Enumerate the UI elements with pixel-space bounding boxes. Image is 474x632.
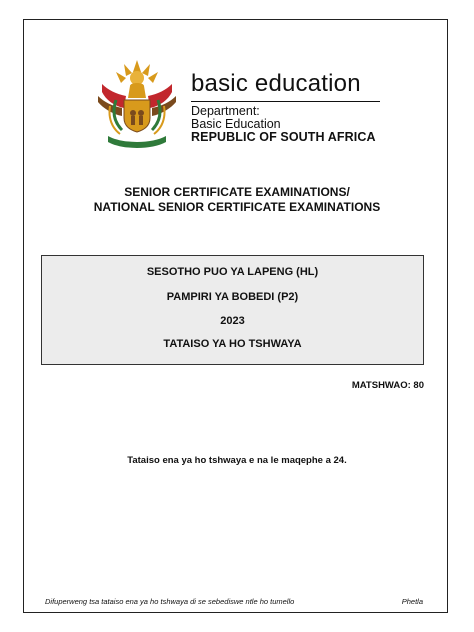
crest-sun-icon [116,60,158,85]
subject-box [41,255,424,365]
department-name: Basic Education [191,117,281,131]
copyright-footer: Difuperweng tsa tataiso ena ya ho tshwaya di se sebediswe ntle ho tumello [45,597,295,606]
country-name: REPUBLIC OF SOUTH AFRICA [191,130,376,144]
exam-heading-line1: SENIOR CERTIFICATE EXAMINATIONS/ [124,185,350,199]
south-africa-coat-of-arms-icon [94,56,180,152]
crest-bird-icon [128,83,146,98]
crest-motto-ribbon-icon [108,136,166,148]
document-type: TATAISO YA HO TSHWAYA [163,338,302,350]
subject-name: SESOTHO PUO YA LAPENG (HL) [146,266,319,278]
exam-heading-line2: NATIONAL SENIOR CERTIFICATE EXAMINATIONS [93,200,381,214]
department-label: Department: [191,104,260,118]
paper-number: PAMPIRI YA BOBEDI (P2) [166,291,299,303]
turn-over-footer: Phetla [401,597,423,606]
crest-shield-icon [124,100,150,132]
page-count-note: Tataiso ena ya ho tshwaya e na le maqephe a 24. [127,455,347,466]
total-marks: MATSHWAO: 80 [351,380,424,391]
brand-title: basic education [191,70,361,97]
exam-year: 2023 [220,315,245,327]
brand-divider [191,101,380,102]
